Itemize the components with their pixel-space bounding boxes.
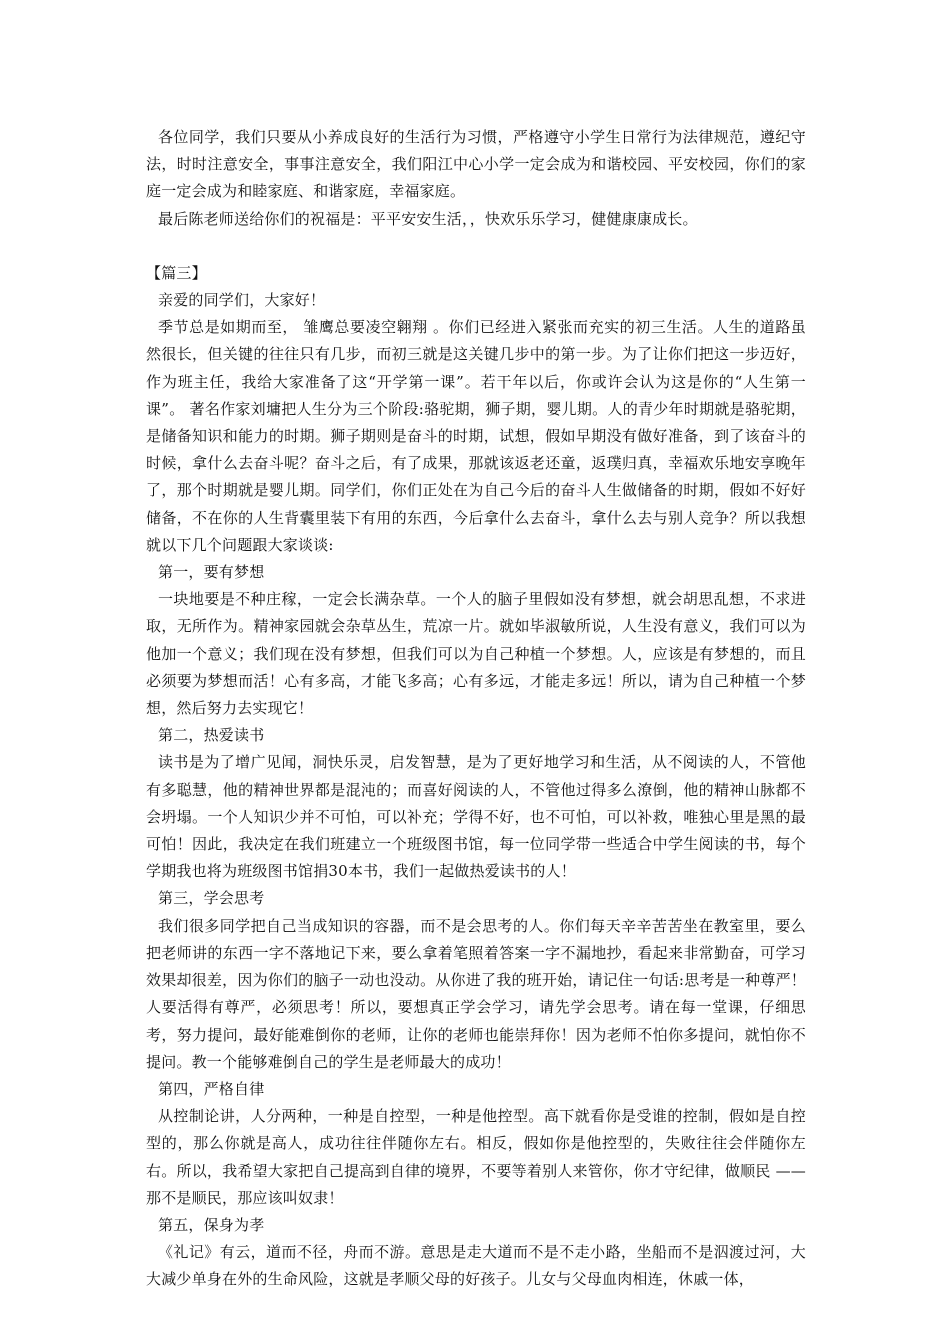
intro-paragraph-2: 最后陈老师送给你们的祝福是：平平安安生活，，快欢乐乐学习，健健康康成长。 xyxy=(158,209,698,228)
point-2-title: 第二，热爱读书 xyxy=(158,726,265,745)
point-2-body: 读书是为了增广见闻，洞快乐灵，启发智慧，是为了更好地学习和生活，从不阅读的人，不管他有多聪慧，他的精神世界都是混沌的；而喜好阅读的人，不管他过得多么潦倒，他的精神山脉都不会坍塌。一个人知识少并不可怕，可以补充；学得不好，也不可怕，可以补救，唯独心里是黑的最可怕！因此，我决定在我们班建立一个班级图书馆，每一位同学带一些适合中学生阅读的书，每个学期我也将为班级图书馆捐30本书，我们一起做热爱读书的人！ xyxy=(146,753,806,881)
opening-paragraph: 季节总是如期而至， 雏鹰总要凌空翱翔 。你们已经进入紧张而充实的初三生活。人生的道路虽然很长，但关键的往往只有几步，而初三就是这关键几步中的第一步。为了让你们把这一步迈好，作为班主任，我给大家准备了这“开学第一课”。若干年以后，你或许会认为这是你的“人生第一课”。 著名作家刘墉把人生分为三个阶段:骆驼期，狮子期，婴儿期。人的青少年时期就是骆驼期，是储备知识和能力的时期。狮子期则是奋斗的时期，试想，假如早期没有做好准备，到了该奋斗的时候，拿什么去奋斗呢？奋斗之后，有了成果，那就该返老还童，返璞归真，幸福欢乐地安享晚年了，那个时期就是婴儿期。同学们，你们正处在为自己今后的奋斗人生做储备的时期，假如不好好储备，不在你的人生背囊里装下有用的东西，今后拿什么去奋斗，拿什么去与别人竞争？所以我想就以下几个问题跟大家谈谈: xyxy=(146,318,806,554)
point-3-title: 第三，学会思考 xyxy=(158,889,265,908)
point-5-title: 第五，保身为孝 xyxy=(158,1215,265,1234)
point-3-body: 我们很多同学把自己当成知识的容器，而不是会思考的人。你们每天辛辛苦苦坐在教室里，要么把老师讲的东西一字不落地记下来，要么拿着笔照着答案一字不漏地抄，看起来非常勤奋，可学习效果却很差，因为你们的脑子一动也没动。从你进了我的班开始，请记住一句话:思考是一种尊严！人要活得有尊严，必须思考！所以，要想真正学会学习，请先学会思考。请在每一堂课，仔细思考，努力提问，最好能难倒你的老师，让你的老师也能崇拜你！因为老师不怕你多提问，就怕你不提问。教一个能够难倒自己的学生是老师最大的成功！ xyxy=(146,916,806,1071)
point-5-body: 《礼记》有云，道而不径，舟而不游。意思是走大道而不是不走小路，坐船而不是泅渡过河，大大减少单身在外的生命风险，这就是孝顺父母的好孩子。儿女与父母血肉相连，休戚一体， xyxy=(146,1243,806,1289)
point-1-title: 第一，要有梦想 xyxy=(158,563,265,582)
intro-paragraph-1: 各位同学，我们只要从小养成良好的生活行为习惯，严格遵守小学生日常行为法律规范，遵纪守法，时时注意安全，事事注意安全，我们阳江中心小学一定会成为和谐校园、平安校园，你们的家庭一定会成为和睦家庭、和谐家庭，幸福家庭。 xyxy=(146,128,806,201)
spacer xyxy=(146,233,806,260)
document-page xyxy=(146,124,806,1294)
section-label: 【篇三】 xyxy=(146,263,207,282)
greeting: 亲爱的同学们，大家好！ xyxy=(158,291,326,310)
point-4-title: 第四，严格自律 xyxy=(158,1079,265,1098)
point-1-body: 一块地要是不种庄稼，一定会长满杂草。一个人的脑子里假如没有梦想，就会胡思乱想，不求进取，无所作为。精神家园就会杂草丛生，荒凉一片。就如毕淑敏所说，人生没有意义，我们可以为他加一个意义；我们现在没有梦想，但我们可以为自己种植一个梦想。人，应该是有梦想的，而且必须要为梦想而活！心有多高，才能飞多高；心有多远，才能走多远！所以，请为自己种植一个梦想，然后努力去实现它！ xyxy=(146,590,806,718)
point-4-body: 从控制论讲，人分两种，一种是自控型，一种是他控型。高下就看你是受谁的控制，假如是自控型的，那么你就是高人，成功往往伴随你左右。相反，假如你是他控型的，失败往往会伴随你左右。所以，我希望大家把自己提高到自律的境界，不要等着别人来管你，你才守纪律，做顺民 ——那不是顺民，那应该叫奴隶！ xyxy=(146,1107,806,1207)
